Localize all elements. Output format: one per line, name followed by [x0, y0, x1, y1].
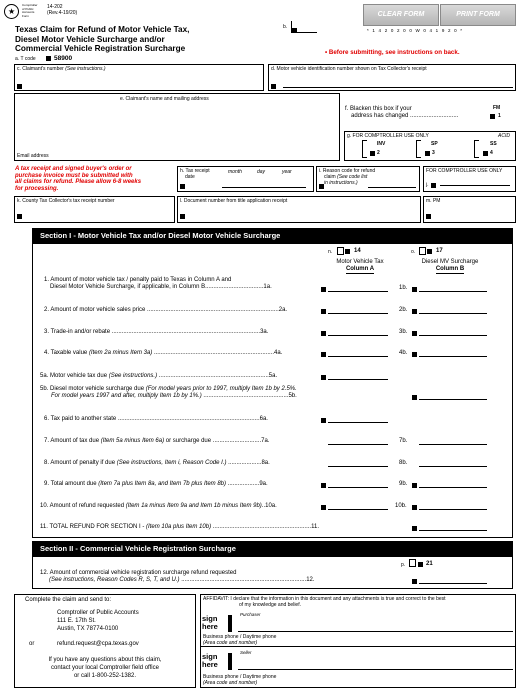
mailing-address: Comptroller of Public Accounts 111 E. 17th St. Austin, TX 78774-0100 [57, 610, 139, 632]
address-changed-label: f. Blacken this box if your address has changed ............................. [345, 106, 459, 119]
line-12-text: 12. Amount of commercial vehicle registration surcharge refund requested (See instructions, Reason Codes R, S, T, and U.) ...........................................................................12. [40, 570, 315, 583]
line-6-text: 6. Tax paid to another state .....................................................................................6a. [44, 416, 268, 422]
seller-phone-label: Business phone / Daytime phone (Area code and number) [203, 674, 277, 686]
line-5b-input[interactable] [419, 392, 487, 400]
line-8-text: 8. Amount of penalty if due (See instructions, Item i, Reason Code I.) ....................8a. [44, 460, 270, 466]
line-8b-label: 8b. [399, 460, 408, 466]
purchaser-phone-field[interactable] [200, 646, 516, 647]
line-3b-marker [412, 331, 417, 336]
warning-text: A tax receipt and signed buyer's order or purchase invoice must be submitted with all claims for refund. Please allow 6-8 weeks for processing. [15, 166, 142, 192]
line-11-marker [412, 526, 417, 531]
line-1-text: 1. Amount of motor vehicle tax / penalty paid to Texas in Column A and Diesel Motor Vehicle Surcharge, if applicable, in Column B...................................1a. [44, 277, 272, 290]
fm-label: FM [493, 105, 501, 111]
pm-label: m. PM [426, 198, 441, 204]
line-3a-marker [321, 331, 326, 336]
purchaser-phone-label: Business phone / Daytime phone (Area code and number) [203, 634, 277, 646]
line-5a-input[interactable] [328, 372, 388, 380]
line-1a-marker [321, 287, 326, 292]
seller-signature-field[interactable] [238, 662, 513, 670]
line-4-text: 4. Taxable value (Item 2a minus Item 3a) ........................................................................4a. [44, 350, 283, 356]
pm-marker [426, 214, 431, 219]
o-label: o. [411, 249, 416, 255]
j-input[interactable] [440, 178, 510, 186]
section2-title: Section II - Commercial Vehicle Registration Surcharge [32, 541, 513, 557]
line-5a-text: 5a. Motor vehicle tax due (See instructions.) ..................................................................5a. [40, 373, 278, 379]
line-2b-label: 2b. [399, 307, 408, 313]
line-5b-text: 5b. Diesel motor vehicle surcharge due (For model years prior to 1997, multiply Item 1b by 2.5%. For model years 1997 and after, multiply Item 1b by 1%.) ...................................................5b. [40, 386, 297, 399]
p-marker [418, 562, 423, 567]
n-label: n. [328, 249, 333, 255]
p-label: p. [401, 562, 406, 568]
inv-number: 2 [377, 150, 380, 156]
tax-receipt-date-marker [180, 184, 185, 189]
line-7b-label: 7b. [399, 438, 408, 444]
document-number-label: l. Document number from title application receipt [180, 198, 288, 204]
vin-input[interactable] [283, 80, 513, 88]
print-form-button[interactable]: PRINT FORM [440, 4, 516, 26]
line-6a-marker [321, 418, 326, 423]
comptroller-use-label-j: FOR COMPTROLLER USE ONLY [426, 168, 503, 174]
tax-receipt-date-input[interactable] [222, 180, 306, 188]
purchaser-signature-field[interactable] [238, 624, 513, 632]
line-4a-input[interactable] [328, 349, 388, 357]
sp-marker [425, 151, 430, 156]
ss-field[interactable] [474, 140, 479, 158]
line-5a-marker [321, 375, 326, 380]
line-10b-label: 10b. [395, 503, 407, 509]
month-label: month [228, 169, 242, 175]
tcode-marker [46, 56, 51, 61]
claimant-number-label: c. Claimant's number (See instructions.) [17, 66, 106, 72]
line-4a-marker [321, 352, 326, 357]
line-2-text: 2. Amount of motor vehicle sales price ...............................................................................2a. [44, 307, 288, 313]
form-revision: (Rev.4-19/20) [47, 10, 78, 16]
refund-email: refund.request@cpa.texas.gov [57, 641, 139, 647]
inv-marker [370, 151, 375, 156]
claimant-name-label: e. Claimant's name and mailing address [120, 96, 209, 102]
seller-sign-here-icon: sign here [202, 653, 232, 670]
vin-marker [271, 84, 276, 89]
line-10-text: 10. Amount of refund requested (Item 1a minus Item 9a and Item 1b minus Item 9b)..10a. [40, 503, 277, 509]
line-10a-input[interactable] [328, 502, 388, 510]
line-10b-input[interactable] [419, 502, 487, 510]
document-number-marker [180, 214, 185, 219]
claimant-name-box[interactable] [14, 93, 340, 161]
line-11-input[interactable] [419, 523, 487, 531]
sp-label: SP [431, 141, 438, 147]
comptroller-use-label-g: g. FOR COMPTROLLER USE ONLY [347, 133, 429, 139]
o-marker [427, 249, 432, 254]
or-label: or [29, 641, 35, 647]
line-6a-input[interactable] [328, 415, 388, 423]
claimant-number-marker [17, 84, 22, 89]
j-prefix: j. [426, 182, 429, 188]
ss-marker [483, 151, 488, 156]
line-9a-input[interactable] [328, 480, 388, 488]
column-a-heading: Motor Vehicle Tax Column A [336, 259, 384, 272]
sp-field[interactable] [416, 140, 421, 158]
line-3b-input[interactable] [419, 328, 487, 336]
county-receipt-marker [17, 214, 22, 219]
section1-title: Section I - Motor Vehicle Tax and/or Diesel Motor Vehicle Surcharge [32, 228, 513, 244]
line-7a-input[interactable] [328, 437, 388, 445]
line-12-input[interactable] [419, 576, 487, 584]
line-9b-label: 9b. [399, 481, 408, 487]
sp-number: 3 [432, 150, 435, 156]
line-7-text: 7. Amount of tax due (Item 5a minus Item 6a) or surcharge due .............................7a. [44, 438, 270, 444]
fm-checkbox[interactable] [490, 114, 495, 119]
acid-label: ACID [498, 133, 510, 139]
questions-text: If you have any questions about this claim, contact your local Comptroller field office or call 1-800-252-1382. [48, 657, 162, 679]
line-2b-input[interactable] [419, 306, 487, 314]
instruction-note: • Before submitting, see instructions on back. [325, 49, 460, 56]
line-4b-input[interactable] [419, 349, 487, 357]
line-2b-marker [412, 309, 417, 314]
agency-name: Comptroller of Public Accounts Form [22, 3, 38, 18]
reason-code-input[interactable] [368, 180, 416, 188]
line-4b-label: 4b. [399, 350, 408, 356]
reason-code-marker [319, 184, 324, 189]
b-label: b. [283, 24, 288, 30]
seller-label: Seller [240, 650, 252, 655]
p-checkbox[interactable] [409, 559, 416, 567]
j-marker [431, 183, 436, 188]
email-label: Email address [17, 153, 49, 159]
line-10b-marker [412, 505, 417, 510]
vin-label: d. Motor vehicle identification number shown on Tax Collector's receipt [271, 66, 427, 72]
ss-label: SS [490, 141, 497, 147]
b-marker [292, 28, 297, 33]
reason-code-label: i. Reason code for refund claim (See code list in instructions.) [319, 168, 376, 186]
line-11-text: 11. TOTAL REFUND FOR SECTION I - (Item 10a plus Item 10b) ...........................................................11. [40, 524, 319, 530]
line-9-text: 9. Total amount due (Item 7a plus Item 8a, and Item 7b plus Item 8b) ...................9a. [44, 481, 268, 487]
form-barcode-text: * 1 4 2 0 2 0 0 W 0 4 1 9 2 0 * [367, 28, 464, 33]
n-marker [345, 249, 350, 254]
tax-receipt-date-label: h. Tax receipt date [180, 168, 210, 180]
o-number: 17 [436, 248, 443, 254]
tcode-value: 58900 [54, 55, 73, 62]
fm-number: 1 [498, 113, 501, 119]
section1-frame [32, 228, 513, 538]
ss-number: 4 [490, 150, 493, 156]
tcode-label: a. T code [15, 56, 36, 62]
line-1b-input[interactable] [419, 284, 487, 292]
n-checkbox[interactable] [337, 247, 344, 255]
line-9b-input[interactable] [419, 480, 487, 488]
line-4b-marker [412, 352, 417, 357]
line-3-text: 3. Trade-in and/or rebate .........................................................................................3a. [44, 329, 269, 335]
o-checkbox[interactable] [419, 247, 426, 255]
purchaser-label: Purchaser [240, 612, 261, 617]
affidavit-text: AFFIDAVIT: I declare that the information in this document and any attachments is true and correct to the best of my knowledge and belief. [203, 596, 446, 608]
form-number: 14-202 [47, 4, 63, 10]
inv-field[interactable] [362, 140, 367, 158]
line-9b-marker [412, 483, 417, 488]
line-1a-input[interactable] [328, 284, 388, 292]
send-title: Complete the claim and send to: [25, 597, 112, 603]
clear-form-button[interactable]: CLEAR FORM [363, 4, 439, 26]
line-2a-marker [321, 309, 326, 314]
purchaser-sign-here-icon: sign here [202, 615, 232, 632]
n-number: 14 [354, 248, 361, 254]
line-3a-input[interactable] [328, 328, 388, 336]
p-number: 21 [426, 561, 433, 567]
line-10a-marker [321, 505, 326, 510]
line-2a-input[interactable] [328, 306, 388, 314]
line-7b-input[interactable] [419, 437, 487, 445]
line-1b-marker [412, 287, 417, 292]
inv-label: INV [377, 141, 386, 147]
line-1b-label: 1b. [399, 285, 408, 291]
line-8a-input[interactable] [328, 459, 388, 467]
line-8b-input[interactable] [419, 459, 487, 467]
county-receipt-label: k. County Tax Collector's tax receipt number [17, 198, 115, 204]
line-3b-label: 3b. [399, 329, 408, 335]
column-b-heading: Diesel MV Surcharge Column B [421, 259, 479, 272]
line-12-marker [412, 579, 417, 584]
day-label: day [257, 169, 266, 175]
state-seal-icon: ★ [4, 4, 19, 19]
year-label: year [282, 169, 292, 175]
line-9a-marker [321, 483, 326, 488]
form-title: Texas Claim for Refund of Motor Vehicle Tax, Diesel Motor Vehicle Surcharge and/or Commercial Vehicle Registration Surcharge [15, 25, 190, 53]
line-5b-marker [412, 395, 417, 400]
